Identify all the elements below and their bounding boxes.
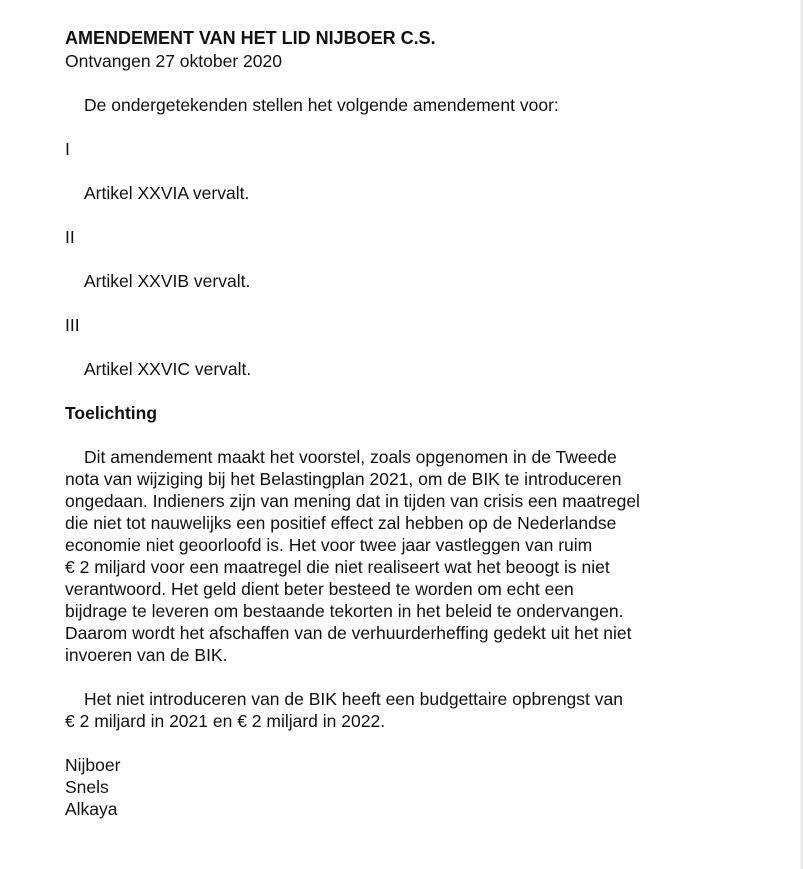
paragraph-line: bijdrage te leveren om bestaande tekorten in het beleid te ondervangen. [65, 601, 624, 621]
received-date: Ontvangen 27 oktober 2020 [65, 51, 282, 71]
paragraph-line: nota van wijziging bij het Belastingplan 2021, om de BIK te introduceren [65, 469, 622, 489]
signatory-name: Snels [65, 777, 109, 797]
paragraph-line: Dit amendement maakt het voorstel, zoals opgenomen in de Tweede [84, 447, 617, 467]
paragraph-line: Het niet introduceren van de BIK heeft een budgettaire opbrengst van [84, 689, 623, 709]
paragraph-line: ongedaan. Indieners zijn van mening dat in tijden van crisis een maatregel [65, 491, 640, 511]
explanation-paragraph-2 [65, 688, 745, 732]
paragraph-line: economie niet geoorloofd is. Het voor twee jaar vastleggen van ruim [65, 535, 593, 555]
paragraph-line: € 2 miljard in 2021 en € 2 miljard in 2022. [65, 711, 386, 731]
section-text-1: Artikel XXVIA vervalt. [84, 183, 250, 203]
explanation-heading: Toelichting [65, 403, 158, 423]
section-numeral-1: I [65, 139, 70, 159]
amendment-document [65, 26, 745, 820]
signatories-block [65, 754, 745, 820]
paragraph-line: Daarom wordt het afschaffen van de verhuurderheffing gedekt uit het niet [65, 623, 632, 643]
section-numeral-3: III [65, 315, 80, 335]
paragraph-line: invoeren van de BIK. [65, 645, 228, 665]
paragraph-line: die niet tot nauwelijks een positief effect zal hebben op de Nederlandse [65, 513, 617, 533]
paragraph-line: verantwoord. Het geld dient beter besteed te worden om echt een [65, 579, 574, 599]
section-text-3: Artikel XXVIC vervalt. [84, 359, 252, 379]
paragraph-line: € 2 miljard voor een maatregel die niet realiseert wat het beoogt is niet [65, 557, 610, 577]
document-title: AMENDEMENT VAN HET LID NIJBOER C.S. [65, 28, 436, 48]
signatory-name: Alkaya [65, 799, 118, 819]
intro-text: De ondergetekenden stellen het volgende amendement voor: [84, 95, 559, 115]
signatory-name: Nijboer [65, 755, 121, 775]
section-text-2: Artikel XXVIB vervalt. [84, 271, 251, 291]
section-numeral-2: II [65, 227, 75, 247]
explanation-paragraph-1 [65, 446, 745, 666]
